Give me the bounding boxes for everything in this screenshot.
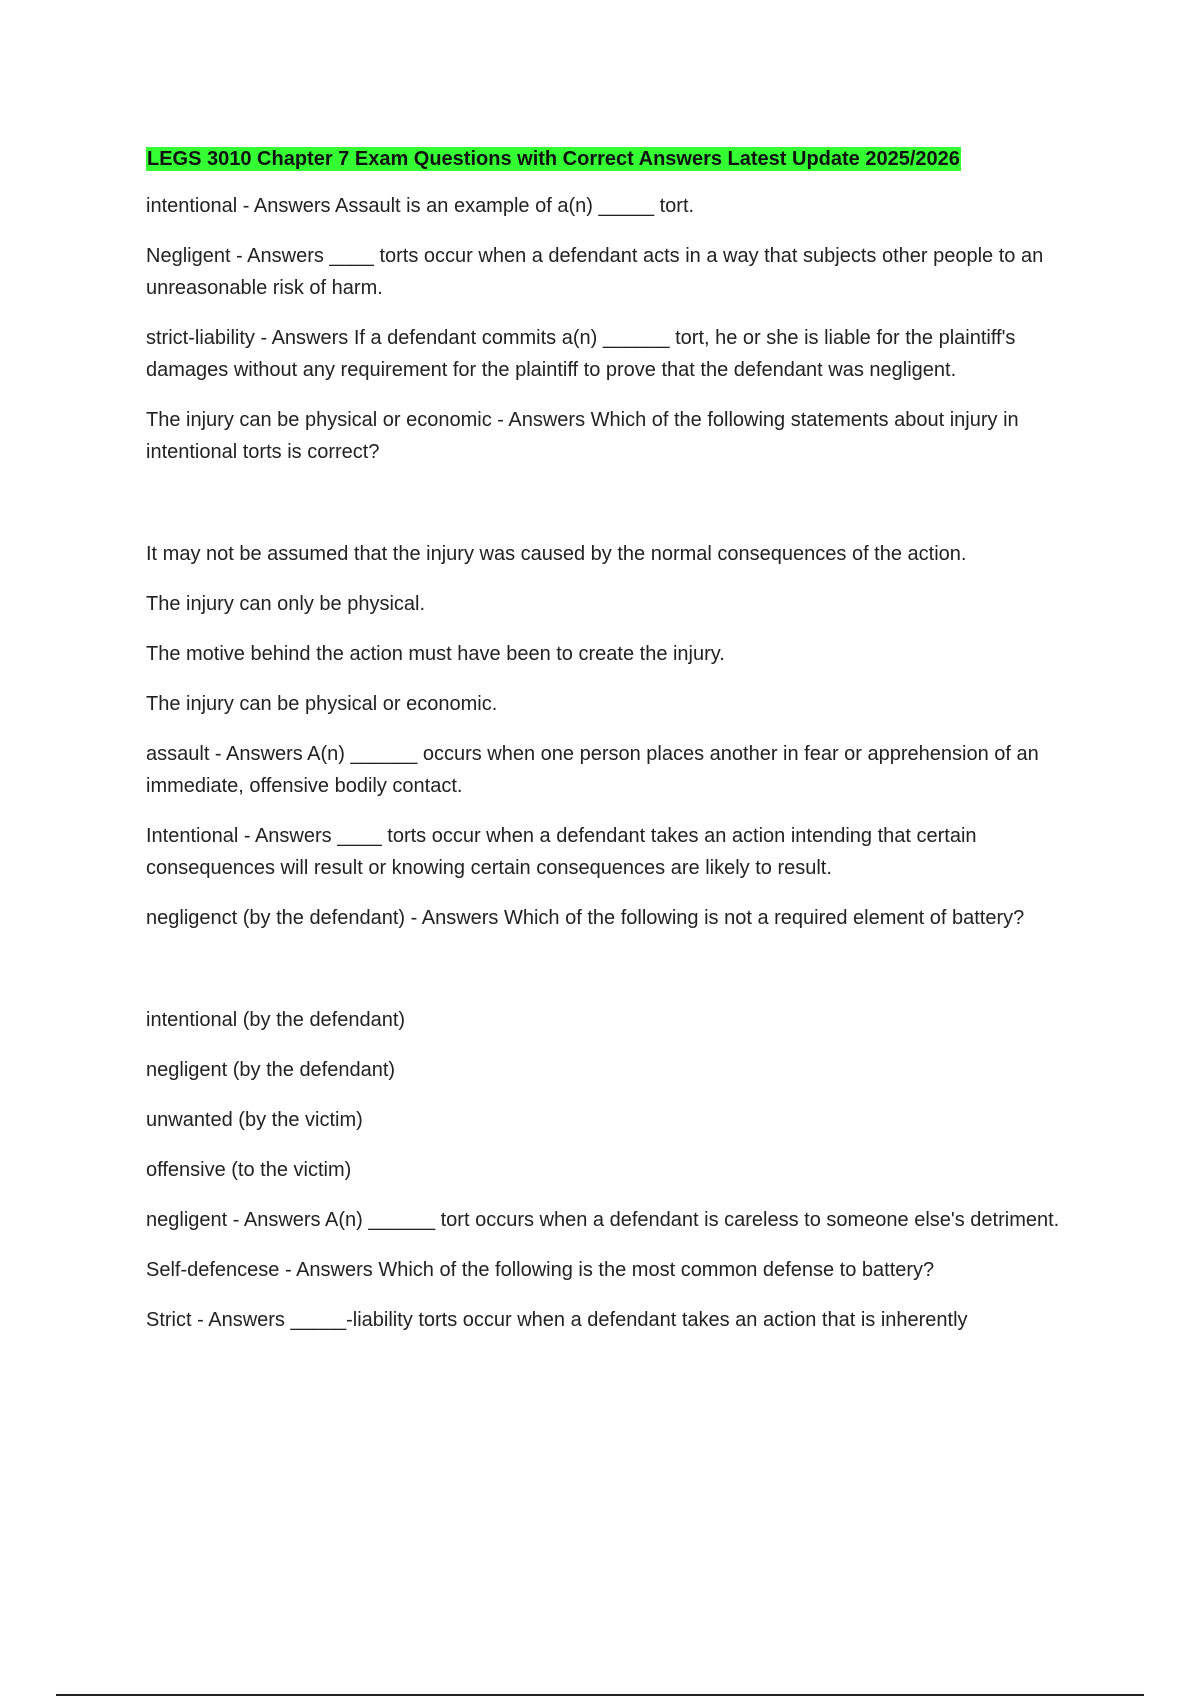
answer-option: offensive (to the victim): [146, 1159, 352, 1181]
qa-paragraph: negligent - Answers A(n) ______ tort occurs when a defendant is careless to someone else's detriment.: [146, 1209, 1060, 1231]
blank-gap: [146, 952, 1086, 1004]
qa-paragraph: Strict - Answers _____-liability torts occur when a defendant takes an action that is inherently: [146, 1309, 968, 1331]
answer-option: The injury can only be physical.: [146, 593, 426, 615]
document-title: LEGS 3010 Chapter 7 Exam Questions with Correct Answers Latest Update 2025/2026: [147, 148, 960, 170]
qa-paragraph: strict-liability - Answers If a defendant commits a(n) ______ tort, he or she is liable for the plaintiff's damages without any requirement for the plaintiff to prove that the defendant was negligent.: [146, 327, 1016, 381]
answer-option: unwanted (by the victim): [146, 1109, 363, 1131]
qa-paragraph: Self-defencese - Answers Which of the following is the most common defense to battery?: [146, 1259, 935, 1281]
qa-paragraph: The injury can be physical or economic - Answers Which of the following statements about injury in intentional torts is correct?: [146, 409, 1019, 463]
title-wrap: [146, 146, 1086, 174]
footer-divider: [56, 1694, 1144, 1696]
blank-gap: [146, 486, 1086, 538]
qa-paragraph: negligenct (by the defendant) - Answers Which of the following is not a required element of battery?: [146, 907, 1025, 929]
qa-paragraph: intentional - Answers Assault is an example of a(n) _____ tort.: [146, 195, 695, 217]
answer-option: negligent (by the defendant): [146, 1059, 396, 1081]
document-content: [146, 146, 1086, 1354]
qa-paragraph: Intentional - Answers ____ torts occur when a defendant takes an action intending that certain consequences will result or knowing certain consequences are likely to result.: [146, 825, 977, 879]
answer-option: It may not be assumed that the injury was caused by the normal consequences of the action.: [146, 543, 967, 565]
qa-paragraph: assault - Answers A(n) ______ occurs when one person places another in fear or apprehension of an immediate, offensive bodily contact.: [146, 743, 1039, 797]
answer-option: The motive behind the action must have been to create the injury.: [146, 643, 725, 665]
qa-paragraph: Negligent - Answers ____ torts occur when a defendant acts in a way that subjects other people to an unreasonable risk of harm.: [146, 245, 1044, 299]
answer-option: intentional (by the defendant): [146, 1009, 406, 1031]
answer-option: The injury can be physical or economic.: [146, 693, 498, 715]
